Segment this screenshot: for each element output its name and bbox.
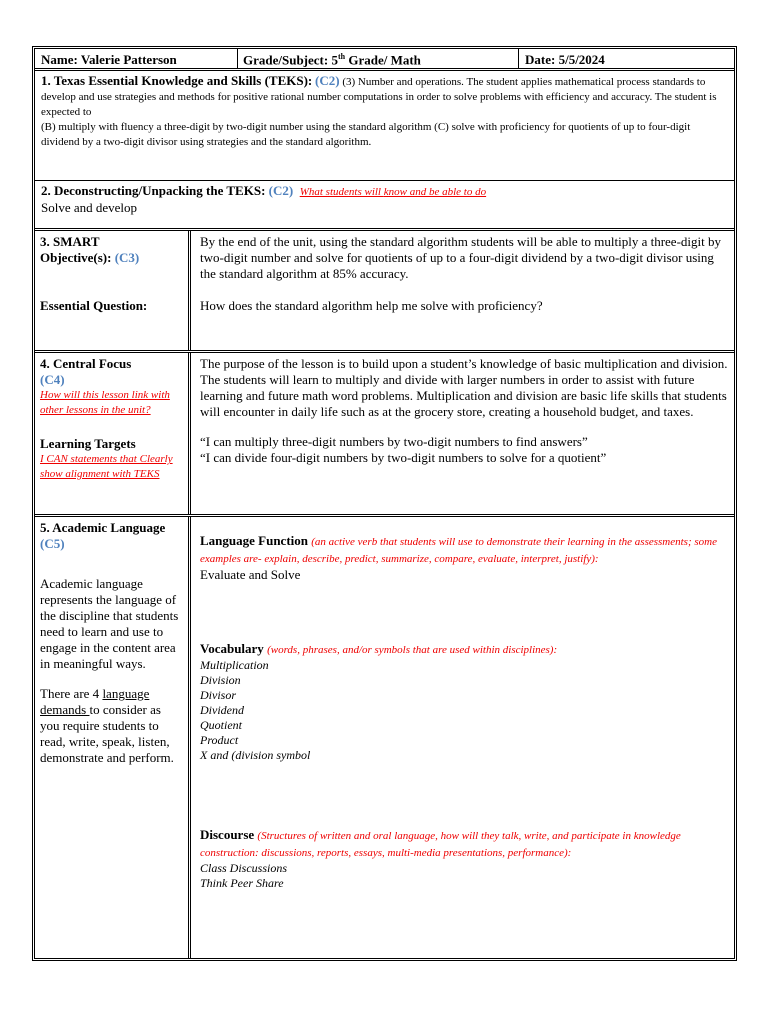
- unpacking-section: [35, 181, 734, 231]
- grade-label: Grade/Subject: 5: [243, 52, 338, 68]
- learning-target-1: “I can multiply three-digit numbers by two-digit numbers to find answers”: [200, 434, 588, 449]
- header-row: [35, 49, 734, 71]
- lf-hint: (an active verb that students will use to demonstrate their learning in the assessments; some examples are- explain, describe, predict, summarize, compare, evaluate, interpret, justify):: [200, 536, 717, 565]
- central-focus-section: [35, 353, 734, 517]
- demands-a: There are 4: [40, 686, 103, 701]
- smart-section: [35, 231, 734, 353]
- vocab-item: X and (division symbol: [200, 748, 311, 762]
- focus-code: (C4): [40, 372, 65, 387]
- discourse-item: Class Discussions: [200, 861, 288, 875]
- teks-body: (B) multiply with fluency a three-digit by two-digit number using the standard algorithm (C) solve with proficiency for quotients of up to four-digit dividend by a two-digit divisor using strategies and the standard algorithm.: [41, 121, 691, 148]
- grade-cell: [243, 52, 421, 68]
- eq-label: Essential Question:: [40, 298, 148, 313]
- lf-value: Evaluate and Solve: [200, 567, 301, 582]
- lt-label: Learning Targets: [40, 436, 136, 451]
- learning-target-2: “I can divide four-digit numbers by two-digit numbers to solve for a quotient”: [200, 450, 607, 465]
- teks-section: [35, 71, 734, 181]
- unpacking-content: Solve and develop: [41, 200, 138, 215]
- vocab-item: Division: [200, 673, 241, 687]
- vocab-item: Divisor: [200, 688, 236, 702]
- teks-code: (C2): [315, 73, 340, 88]
- unpacking-code: (C2): [268, 183, 294, 198]
- vocab-item: Quotient: [200, 718, 242, 732]
- smart-title: 3. SMART: [40, 234, 100, 249]
- teks-intro: (3) Number and operations. The student applies mathematical process standards to develop and use strategies and methods for positive rational number computations in order to solve problems with efficiency and accuracy. The student is expected to: [41, 76, 717, 118]
- vocab-list: [200, 658, 728, 763]
- teacher-name: Valerie Patterson: [80, 52, 177, 67]
- academic-language-section: [35, 517, 734, 958]
- focus-title: 4. Central Focus: [40, 356, 132, 371]
- focus-hint: How will this lesson link with other lessons in the unit?: [40, 389, 170, 416]
- vocab-label: Vocabulary: [200, 641, 264, 656]
- demands-b: language demands: [40, 686, 150, 717]
- vocab-item: Product: [200, 733, 239, 747]
- lesson-plan-table: [32, 46, 737, 961]
- unpacking-hint-a: What students will: [299, 186, 384, 198]
- discourse-list: [200, 861, 728, 891]
- unpacking-title: 2. Deconstructing/Unpacking the TEKS:: [41, 183, 266, 198]
- vocab-item: Multiplication: [200, 658, 269, 672]
- discourse-hint: (Structures of written and oral language, how will they talk, write, and participate in knowledge construction: discussions, reports, essays, multi-media presentations, performance):: [200, 830, 681, 859]
- date-cell: [525, 52, 605, 68]
- discourse-item: Think Peer Share: [200, 876, 284, 890]
- smart-title2: Objective(s):: [40, 250, 112, 265]
- central-focus-text: The purpose of the lesson is to build upon a student’s knowledge of basic multiplication and division. The students will learn to multiply and divide with larger numbers in order to assist with future learning and future math word problems. Multiplication and division are basic life skills that students will encounter in daily life such as at the grocery store, creating a household budget, and taxes.: [200, 356, 728, 419]
- unpacking-hint-c: and be able to do: [406, 186, 487, 198]
- date-label: Date:: [525, 52, 556, 67]
- unpacking-hint-b: know: [383, 186, 407, 198]
- vocab-item: Dividend: [200, 703, 244, 717]
- smart-code: (C3): [114, 250, 140, 265]
- smart-objective: By the end of the unit, using the standard algorithm students will be able to multiply a three-digit by two-digit number and solve for quotients of up to a four-digit dividend by a two-digit divisor using the standard algorithm at 85% accuracy.: [200, 234, 721, 281]
- name-label: Name:: [41, 52, 78, 67]
- date-value: 5/5/2024: [558, 52, 605, 67]
- name-cell: [41, 52, 177, 68]
- grade-sup: th: [337, 52, 346, 61]
- lf-label: Language Function: [200, 533, 308, 548]
- essential-question: How does the standard algorithm help me solve with proficiency?: [200, 298, 543, 313]
- grade-subject: Grade/ Math: [348, 52, 421, 68]
- lt-hint: I CAN statements that Clearly show alignment with TEKS: [40, 453, 173, 480]
- al-title: 5. Academic Language: [40, 520, 166, 535]
- al-code: (C5): [40, 536, 65, 551]
- vocab-hint: (words, phrases, and/or symbols that are used within disciplines):: [267, 644, 558, 656]
- teks-title: 1. Texas Essential Knowledge and Skills (TEKS):: [41, 73, 313, 88]
- al-description: Academic language represents the language of the discipline that students need to learn and use to engage in the content area in meaningful ways.: [40, 576, 179, 671]
- demands-c: to consider as you require students to read, write, speak, listen, demonstrate and perform.: [40, 702, 174, 765]
- discourse-label: Discourse: [200, 827, 255, 842]
